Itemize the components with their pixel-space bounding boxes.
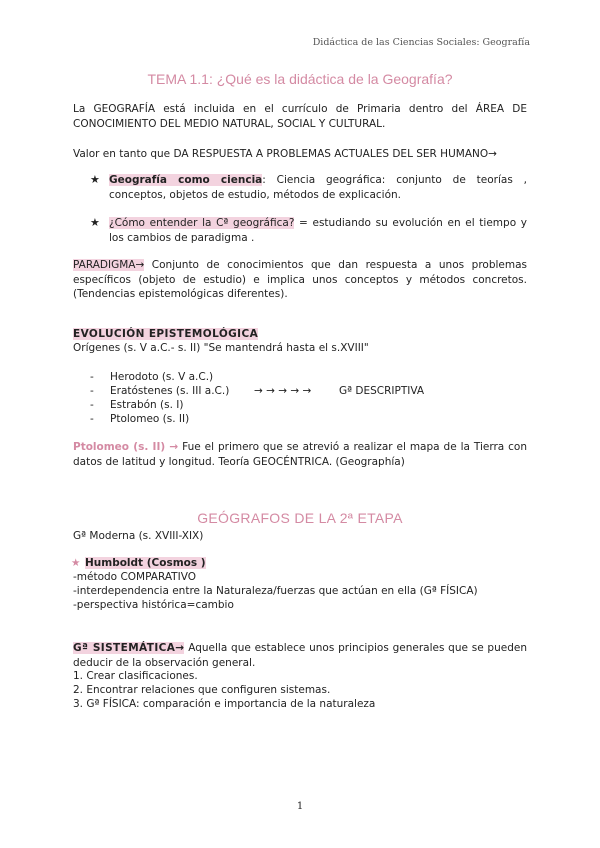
- sistematica-lead: Gª SISTEMÁTICA→: [73, 642, 185, 654]
- ptolomeo-text: Fue el primero que se atrevió a realizar el mapa de la Tierra con datos de latitud y longitud. Teoría GEOCÉNTRICA. (Geographía): [73, 441, 527, 468]
- sistematica-item: 1. Crear clasificaciones.: [73, 670, 198, 682]
- arrow-sequence: → → → → →: [254, 385, 312, 397]
- paradigma-paragraph: [73, 258, 527, 302]
- paradigma-text: Conjunto de conocimientos que dan respuesta a unos problemas específicos (objeto de estudio) e implica unos conceptos y métodos concretos. (Tendencias epistemológicas diferentes).: [73, 259, 527, 300]
- ptolomeo-paragraph: [73, 440, 527, 469]
- sistematica-paragraph: [73, 641, 527, 670]
- bullet-lead: Geografía como ciencia: [109, 174, 263, 186]
- page-title: TEMA 1.1: ¿Qué es la didáctica de la Geografía?: [147, 71, 453, 87]
- list-item: Eratóstenes (s. III a.C.): [110, 385, 230, 397]
- bullet-text: = estudiando su evolución en el tiempo y los cambios de paradigma .: [109, 217, 527, 244]
- star-icon: ★: [71, 557, 81, 569]
- humboldt-item: -interdependencia entre la Naturaleza/fuerzas que actúan en ella (Gª FÍSICA): [73, 585, 478, 597]
- bullet-lead: ¿Cómo entender la Cª geográfica?: [109, 217, 295, 229]
- paradigma-lead: PARADIGMA→: [73, 259, 145, 271]
- valor-paragraph: Valor en tanto que DA RESPUESTA A PROBLEMAS ACTUALES DEL SER HUMANO→: [73, 148, 497, 160]
- bullet-item: [109, 173, 527, 202]
- bullet-item: [109, 216, 527, 245]
- star-icon: ★: [90, 216, 100, 229]
- page-number: 1: [296, 801, 304, 812]
- sistematica-item: 3. Gª FÍSICA: comparación e importancia de la naturaleza: [73, 698, 376, 710]
- humboldt-item: -perspectiva histórica=cambio: [73, 599, 234, 611]
- star-icon: ★: [90, 173, 100, 186]
- humboldt-item: -método COMPARATIVO: [73, 571, 196, 583]
- section-subtitle: GEÓGRAFOS DE LA 2ª ETAPA: [197, 510, 403, 526]
- list-item: Herodoto (s. V a.C.): [110, 371, 214, 383]
- origenes-line: Orígenes (s. V a.C.- s. II) "Se mantendrá hasta el s.XVIII": [73, 342, 369, 354]
- intro-paragraph: La GEOGRAFÍA está incluida en el currículo de Primaria dentro del ÁREA DE CONOCIMIENTO DEL MEDIO NATURAL, SOCIAL Y CULTURAL.: [73, 103, 527, 130]
- moderna-line: Gª Moderna (s. XVIII-XIX): [73, 530, 204, 542]
- evolucion-heading: EVOLUCIÓN EPISTEMOLÓGICA: [73, 328, 259, 340]
- running-header: Didáctica de las Ciencias Sociales: Geografía: [312, 37, 530, 48]
- humboldt-heading: Humboldt (Cosmos ): [85, 557, 206, 569]
- ptolomeo-lead: Ptolomeo (s. II) →: [73, 441, 179, 453]
- descriptiva-label: Gª DESCRIPTIVA: [339, 385, 425, 397]
- list-item: Ptolomeo (s. II): [110, 413, 190, 425]
- list-item: Estrabón (s. I): [110, 399, 184, 411]
- bullet-text: : Ciencia geográfica: conjunto de teorías , conceptos, objetos de estudio, métodos de explicación.: [109, 174, 527, 201]
- sistematica-text: Aquella que establece unos principios generales que se pueden deducir de la observación general.: [73, 642, 527, 669]
- sistematica-item: 2. Encontrar relaciones que configuren sistemas.: [73, 684, 331, 696]
